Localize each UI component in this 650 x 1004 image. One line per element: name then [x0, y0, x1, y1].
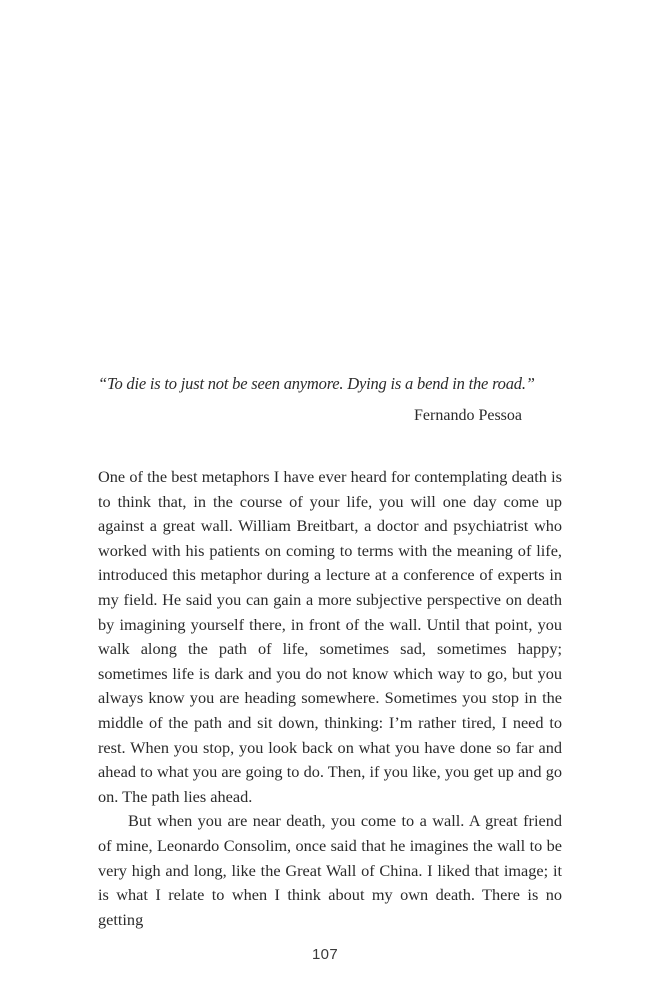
paragraph: But when you are near death, you come to a wall. A great friend of mine, Leonardo Consolim, once said that he imagines the wall to be very high and long, like the Great Wall of China. I liked that image; it is what I relate to when I think about my own death. There is no getting [98, 811, 562, 929]
paragraph: One of the best metaphors I have ever heard for contemplating death is to think that, in the course of your life, you will one day come up against a great wall. William Breitbart, a doctor and psychiatrist who worked with his patients on coming to terms with the meaning of life, introduced this metaphor during a lecture at a conference of experts in my field. He said you can gain a more subjective perspective on death by imagining yourself there, in front of the wall. Until that point, you walk along the path of life, sometimes sad, sometimes happy; sometimes life is dark and you do not know which way to go, but you always know you are heading somewhere. Sometimes you stop in the middle of the path and sit down, thinking: I’m rather tired, I need to rest. When you stop, you look back on what you have done so far and ahead to what you are going to do. Then, if you like, you get up and go on. The path lies ahead. [98, 467, 562, 806]
epigraph [98, 370, 535, 428]
epigraph-quote: “To die is to just not be seen anymore. Dying is a bend in the road.” [98, 374, 535, 393]
epigraph-author: Fernando Pessoa [414, 407, 522, 424]
page-number: 107 [312, 946, 338, 963]
body-text [98, 465, 562, 932]
